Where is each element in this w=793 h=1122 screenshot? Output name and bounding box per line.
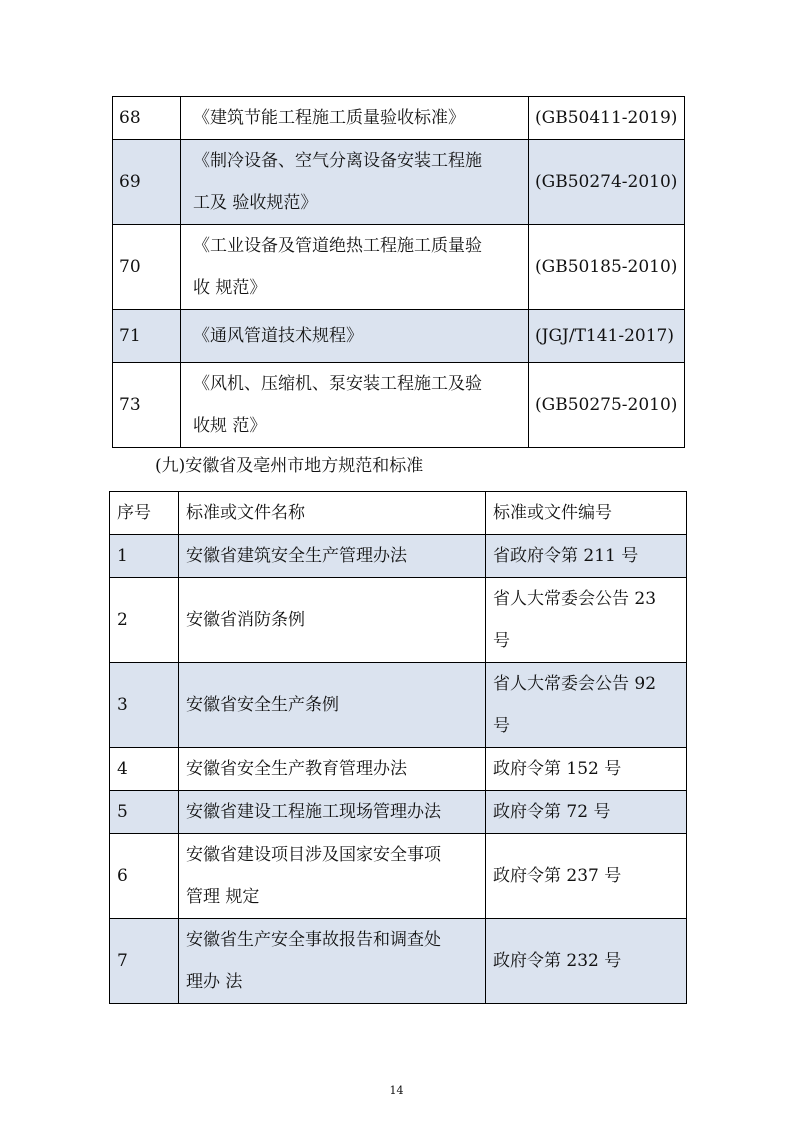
header-code: 标准或文件编号 bbox=[486, 492, 687, 535]
row-number: 71 bbox=[113, 310, 181, 363]
table-row bbox=[113, 310, 685, 363]
name-line: 安徽省消防条例 bbox=[186, 610, 305, 630]
standard-code: (JGJ/T141-2017) bbox=[529, 310, 685, 363]
name-line: 安徽省安全生产条例 bbox=[186, 695, 339, 715]
document-code bbox=[486, 791, 687, 834]
row-number: 1 bbox=[110, 535, 179, 578]
table-row bbox=[110, 834, 687, 919]
table-row bbox=[110, 919, 687, 1004]
section-heading: (九)安徽省及亳州市地方规范和标准 bbox=[155, 456, 424, 476]
code-line: 号 bbox=[493, 631, 510, 651]
row-number: 69 bbox=[113, 140, 181, 225]
document-code bbox=[486, 663, 687, 748]
table-row bbox=[110, 791, 687, 834]
standard-code: (GB50411-2019) bbox=[529, 97, 685, 140]
table-row bbox=[113, 97, 685, 140]
name-line: 收 规范》 bbox=[193, 278, 267, 298]
document-name bbox=[179, 535, 486, 578]
table-row bbox=[113, 140, 685, 225]
name-line: 收规 范》 bbox=[193, 416, 267, 436]
row-number: 5 bbox=[110, 791, 179, 834]
document-name bbox=[179, 578, 486, 663]
standard-name bbox=[181, 140, 529, 225]
document-name bbox=[179, 748, 486, 791]
table-row bbox=[110, 578, 687, 663]
name-line: 《风机、压缩机、泵安装工程施工及验 bbox=[193, 374, 482, 394]
document-name bbox=[179, 919, 486, 1004]
page-number: 14 bbox=[389, 1084, 404, 1097]
header-name: 标准或文件名称 bbox=[179, 492, 486, 535]
code-line: 省人大常委会公告 23 bbox=[493, 589, 657, 609]
code-line: 省人大常委会公告 92 bbox=[493, 674, 657, 694]
standard-name bbox=[181, 97, 529, 140]
document-code bbox=[486, 748, 687, 791]
table-row bbox=[110, 535, 687, 578]
row-number: 70 bbox=[113, 225, 181, 310]
table-row bbox=[113, 363, 685, 448]
standard-name bbox=[181, 310, 529, 363]
code-line: 政府令第 152 号 bbox=[493, 759, 622, 779]
document-code bbox=[486, 919, 687, 1004]
document-name bbox=[179, 834, 486, 919]
row-number: 68 bbox=[113, 97, 181, 140]
document-name bbox=[179, 663, 486, 748]
name-line: 安徽省建筑安全生产管理办法 bbox=[186, 546, 407, 566]
name-line: 《制冷设备、空气分离设备安装工程施 bbox=[193, 151, 482, 171]
name-line: 《建筑节能工程施工质量验收标准》 bbox=[193, 108, 465, 128]
document-name bbox=[179, 791, 486, 834]
standards-table-local bbox=[109, 491, 687, 1004]
row-number: 6 bbox=[110, 834, 179, 919]
standards-table-national bbox=[112, 96, 685, 448]
row-number: 3 bbox=[110, 663, 179, 748]
table-header-row bbox=[110, 492, 687, 535]
standard-name bbox=[181, 363, 529, 448]
name-line: 安徽省安全生产教育管理办法 bbox=[186, 759, 407, 779]
name-line: 安徽省建设工程施工现场管理办法 bbox=[186, 802, 441, 822]
row-number: 2 bbox=[110, 578, 179, 663]
name-line: 《工业设备及管道绝热工程施工质量验 bbox=[193, 236, 482, 256]
code-line: 号 bbox=[493, 716, 510, 736]
name-line: 《通风管道技术规程》 bbox=[193, 326, 363, 346]
standard-code: (GB50185-2010) bbox=[529, 225, 685, 310]
row-number: 4 bbox=[110, 748, 179, 791]
code-line: 政府令第 237 号 bbox=[493, 866, 622, 886]
name-line: 安徽省生产安全事故报告和调查处 bbox=[186, 930, 441, 950]
header-no: 序号 bbox=[110, 492, 179, 535]
standard-code: (GB50275-2010) bbox=[529, 363, 685, 448]
document-code bbox=[486, 834, 687, 919]
table-row bbox=[110, 663, 687, 748]
name-line: 管理 规定 bbox=[186, 887, 260, 907]
standard-name bbox=[181, 225, 529, 310]
code-line: 省政府令第 211 号 bbox=[493, 546, 639, 566]
table-row bbox=[110, 748, 687, 791]
row-number: 7 bbox=[110, 919, 179, 1004]
document-code bbox=[486, 578, 687, 663]
code-line: 政府令第 72 号 bbox=[493, 802, 611, 822]
name-line: 工及 验收规范》 bbox=[193, 193, 318, 213]
code-line: 政府令第 232 号 bbox=[493, 951, 622, 971]
row-number: 73 bbox=[113, 363, 181, 448]
table-row bbox=[113, 225, 685, 310]
name-line: 理办 法 bbox=[186, 972, 243, 992]
standard-code: (GB50274-2010) bbox=[529, 140, 685, 225]
name-line: 安徽省建设项目涉及国家安全事项 bbox=[186, 845, 441, 865]
document-code bbox=[486, 535, 687, 578]
